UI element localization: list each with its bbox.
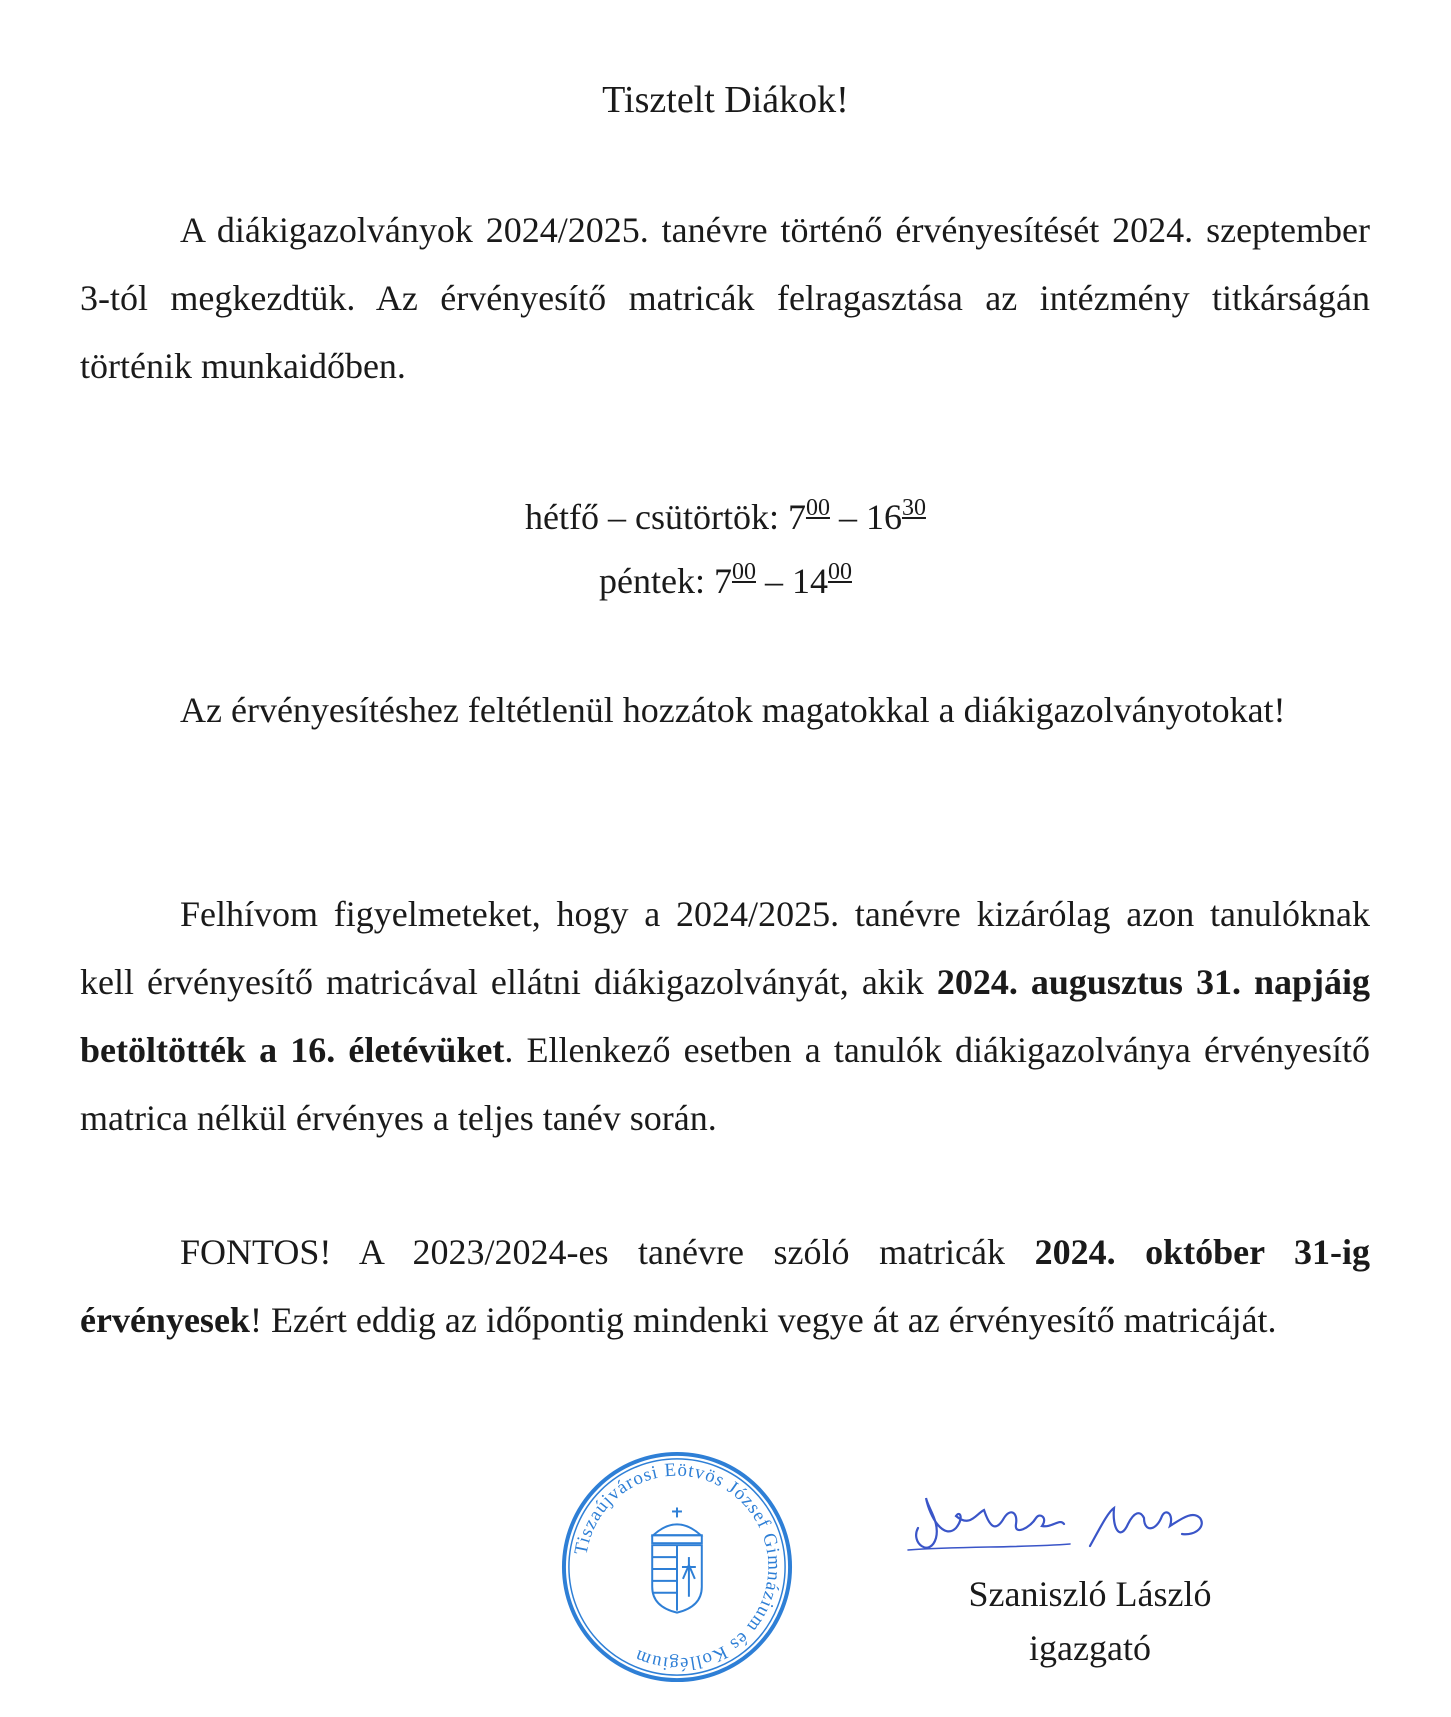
paragraph-validation-start xyxy=(80,196,1370,400)
signature xyxy=(900,1488,1220,1568)
coat-of-arms-icon xyxy=(652,1508,702,1613)
weekdays-label: hétfő – csütörtök: xyxy=(525,497,779,537)
weekdays-to-minute: 30 xyxy=(901,495,926,521)
friday-label: péntek: xyxy=(599,561,705,601)
friday-to-hour: 14 xyxy=(791,561,828,601)
weekdays-from-minute: 00 xyxy=(805,495,830,521)
hours-friday xyxy=(0,540,1451,613)
stamp-text: Tiszaújvárosi Eötvös József Gimnázium és Kollégium xyxy=(570,1459,785,1675)
salutation: Tisztelt Diákok! xyxy=(602,79,849,121)
paragraph-text-after: . Ellenkező esetben a tanulók diákigazolványa érvényesítő matrica nélkül érvényes a teljes tanév során. xyxy=(80,1030,1370,1138)
paragraph-text-after: ! Ezért eddig az időpontig mindenki vegye át az érvényesítő matricáját. xyxy=(249,1300,1277,1340)
weekdays-to-hour: 16 xyxy=(865,497,902,537)
time-dash: – xyxy=(838,497,857,537)
paragraph-important xyxy=(80,1218,1370,1354)
paragraph-text: A diákigazolványok 2024/2025. tanévre történő érvényesítését 2024. szeptember 3-tól megkezdtük. Az érvényesítő matricák felragasztása az intézmény titkárságán történik munkaidőben. xyxy=(80,210,1370,386)
paragraph-text: Az érvényesítéshez feltétlenül hozzátok magatokkal a diákigazolványotokat! xyxy=(180,690,1286,730)
paragraph-text-before: Felhívom figyelmeteket, hogy a 2024/2025. tanévre kizárólag azon tanulóknak kell érvényesítő matricával ellátni diákigazolványát, akik xyxy=(80,894,1370,1002)
school-stamp xyxy=(558,1448,796,1686)
friday-to-minute: 00 xyxy=(827,559,852,585)
paragraph-text-bold: 2024. augusztus 31. napjáig betöltötték a 16. életévüket xyxy=(80,962,1371,1070)
friday-from-hour: 7 xyxy=(713,561,732,601)
weekdays-from-hour: 7 xyxy=(787,497,806,537)
time-dash: – xyxy=(764,561,783,601)
friday-from-minute: 00 xyxy=(731,559,756,585)
signer-title: igazgató xyxy=(1029,1628,1151,1668)
paragraph-eligibility xyxy=(80,880,1370,1152)
paragraph-text-before: FONTOS! A 2023/2024-es tanévre szóló matricák xyxy=(180,1232,1005,1272)
paragraph-bring-cards xyxy=(80,676,1370,744)
hours-weekdays xyxy=(0,476,1451,549)
paragraph-text-bold: 2024. október 31-ig érvényesek xyxy=(80,1232,1371,1340)
signer-name: Szaniszló László xyxy=(968,1574,1212,1614)
